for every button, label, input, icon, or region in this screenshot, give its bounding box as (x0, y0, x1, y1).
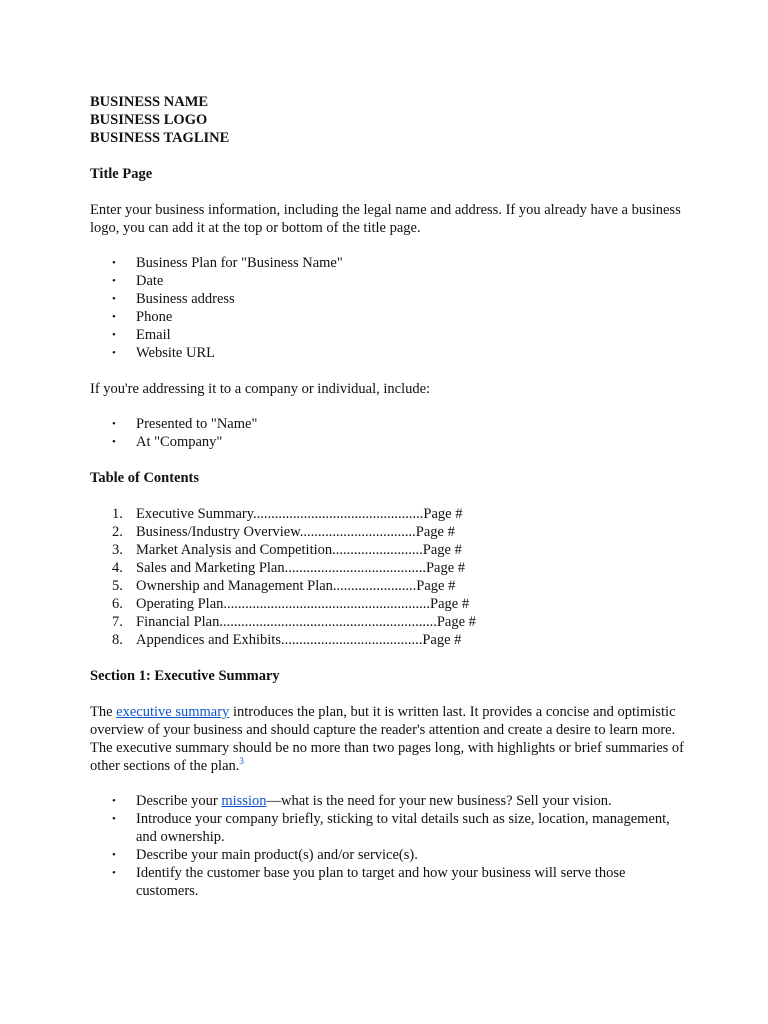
bullet-icon: • (112, 275, 116, 287)
bullet-icon: • (112, 329, 116, 341)
addressing-text: If you're addressing it to a company or individual, include: (90, 381, 431, 397)
footnote-link[interactable]: 3 (239, 756, 244, 767)
list-item: • Presented to "Name" (112, 416, 258, 432)
bullet-icon: • (112, 257, 116, 269)
executive-summary-paragraph: The executive summary introduces the plan, but it is written last. It provides a concise and optimistic overview of your business and should capture the reader's attention and create a desire to learn more. The executive summary should be no more than two pages long, with highlights or brief summaries of other sections of the plan.$^3$ (90, 704, 684, 774)
toc-entry: 5. Ownership and Management Plan.......................Page # (112, 578, 456, 594)
list-item: • Describe your mission—what is the need for your new business? Sell your vision. (112, 793, 612, 809)
addressing-items (90, 415, 690, 451)
list-item: • Introduce your company briefly, sticking to vital details such as size, location, management, and ownership. (112, 811, 670, 845)
list-item: • Business Plan for "Business Name" (112, 255, 343, 271)
section1-heading: Section 1: Executive Summary (90, 668, 280, 684)
list-item: • Email (112, 327, 171, 343)
bullet-icon: • (112, 813, 116, 825)
bullet-icon: • (112, 293, 116, 305)
list-item: • Date (112, 273, 164, 289)
toc-entry: 3. Market Analysis and Competition.........................Page # (112, 542, 462, 558)
title-page-items (90, 254, 690, 362)
business-logo-placeholder: BUSINESS LOGO (90, 112, 208, 128)
executive-summary-items (90, 792, 690, 900)
bullet-icon: • (112, 418, 116, 430)
toc-entry: 8. Appendices and Exhibits.......................................Page # (112, 632, 462, 648)
toc-entry: 2. Business/Industry Overview................................Page # (112, 524, 455, 540)
mission-link[interactable]: mission (221, 793, 267, 809)
bullet-icon: • (112, 347, 116, 359)
toc-entry: 7. Financial Plan............................................................Page # (112, 614, 476, 630)
bullet-icon: • (112, 867, 116, 879)
list-item: • Phone (112, 309, 173, 325)
title-page-heading: Title Page (90, 166, 153, 182)
toc-heading: Table of Contents (90, 470, 200, 486)
executive-summary-link[interactable]: executive summary (116, 704, 230, 720)
list-item: • At "Company" (112, 434, 223, 450)
list-item: • Website URL (112, 345, 215, 361)
business-tagline: BUSINESS TAGLINE (90, 130, 230, 146)
business-name: BUSINESS NAME (90, 94, 209, 110)
toc-entry: 4. Sales and Marketing Plan.......................................Page # (112, 560, 466, 576)
list-item: • Identify the customer base you plan to target and how your business will serve those customers. (112, 865, 626, 899)
bullet-icon: • (112, 436, 116, 448)
business-header (90, 93, 690, 147)
bullet-icon: • (112, 311, 116, 323)
table-of-contents (90, 505, 690, 649)
toc-entry: 6. Operating Plan.........................................................Page # (112, 596, 470, 612)
document-page (90, 93, 690, 900)
bullet-icon: • (112, 849, 116, 861)
bullet-icon: • (112, 795, 116, 807)
list-item: • Business address (112, 291, 235, 307)
toc-entry: 1. Executive Summary...............................................Page # (112, 506, 463, 522)
title-page-intro: Enter your business information, including the legal name and address. If you already have a business logo, you can add it at the top or bottom of the title page. (90, 202, 681, 236)
list-item: • Describe your main product(s) and/or service(s). (112, 847, 418, 863)
